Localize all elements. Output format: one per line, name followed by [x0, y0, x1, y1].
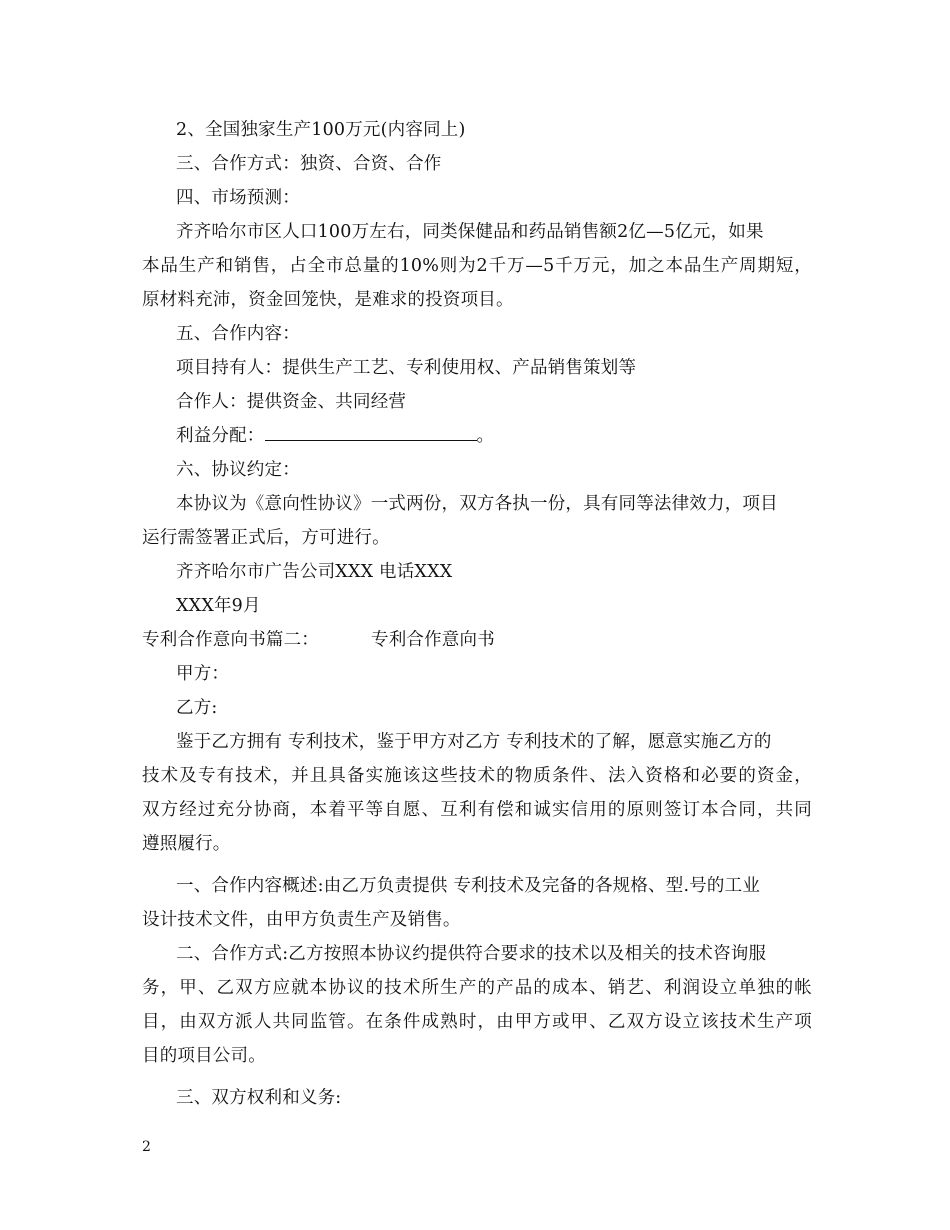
- text-line: 本协议为《意向性协议》一式两份，双方各执一份，具有同等法律效力，项目: [176, 494, 778, 514]
- signature-line: 齐齐哈尔市广告公司XXX 电话XXX: [176, 562, 453, 582]
- text-line: 务，甲、乙双方应就本协议的技术所生产的产品的成本、销艺、利润设立单独的帐: [142, 978, 812, 998]
- period-mark: 。: [476, 426, 495, 446]
- chapter-title: 专利合作意向书: [371, 630, 495, 650]
- fill-in-blank: [265, 425, 477, 441]
- text-line: 二、合作方式:乙方按照本协议约提供符合要求的技术以及相关的技术咨询服: [176, 944, 767, 964]
- text-line: 双方经过充分协商，本着平等自愿、互利有偿和诚实信用的原则签订本合同，共同: [142, 800, 812, 820]
- text-line: 一、合作内容概述:由乙万负责提供 专利技术及完备的各规格、型.号的工业: [176, 876, 761, 896]
- text-line: 原材料充沛，资金回笼快，是难求的投资项目。: [142, 290, 514, 310]
- text-line: 遵照履行。: [142, 834, 231, 854]
- party-a-line: 甲方：: [176, 664, 230, 684]
- benefit-allocation-line: [176, 425, 846, 447]
- text-line: 目的项目公司。: [142, 1046, 266, 1066]
- section-heading: 六、协议约定：: [176, 460, 300, 480]
- text-line: 项目持有人：提供生产工艺、专利使用权、产品销售策划等: [176, 358, 637, 378]
- section-heading: 四、市场预测：: [176, 188, 300, 208]
- date-line: XXX年9月: [176, 596, 261, 616]
- text-line: 鉴于乙方拥有 专利技术，鉴于甲方对乙方 专利技术的了解，愿意实施乙方的: [176, 732, 772, 752]
- text-line: 本品生产和销售，占全市总量的10%则为2千万—5千万元，加之本品生产周期短，: [142, 256, 812, 276]
- chapter-title-line: [142, 629, 812, 651]
- text-line: 2、全国独家生产100万元(内容同上): [176, 120, 466, 140]
- section-heading: 五、合作内容：: [176, 324, 300, 344]
- text-line: 齐齐哈尔市区人口100万左右，同类保健品和药品销售额2亿—5亿元，如果: [176, 222, 764, 242]
- text-line: 合作人：提供资金、共同经营: [176, 392, 407, 412]
- text-line: 运行需签署正式后，方可进行。: [142, 528, 390, 548]
- benefit-allocation-label: 利益分配：: [176, 426, 265, 446]
- party-b-line: 乙方:: [176, 698, 218, 718]
- text-line: 三、合作方式：独资、合资、合作: [176, 154, 442, 174]
- page-number: 2: [142, 1139, 151, 1155]
- section-heading: 三、双方权利和义务:: [176, 1088, 342, 1108]
- text-line: 设计技术文件，由甲方负责生产及销售。: [142, 910, 461, 930]
- chapter-label: 专利合作意向书篇二：: [142, 630, 319, 650]
- text-line: 目，由双方派人共同监管。在条件成熟时，由甲方或甲、乙双方设立该技术生产项: [142, 1012, 812, 1032]
- text-line: 技术及专有技术，并且具备实施该这些技术的物质条件、法入资格和必要的资金，: [142, 766, 812, 786]
